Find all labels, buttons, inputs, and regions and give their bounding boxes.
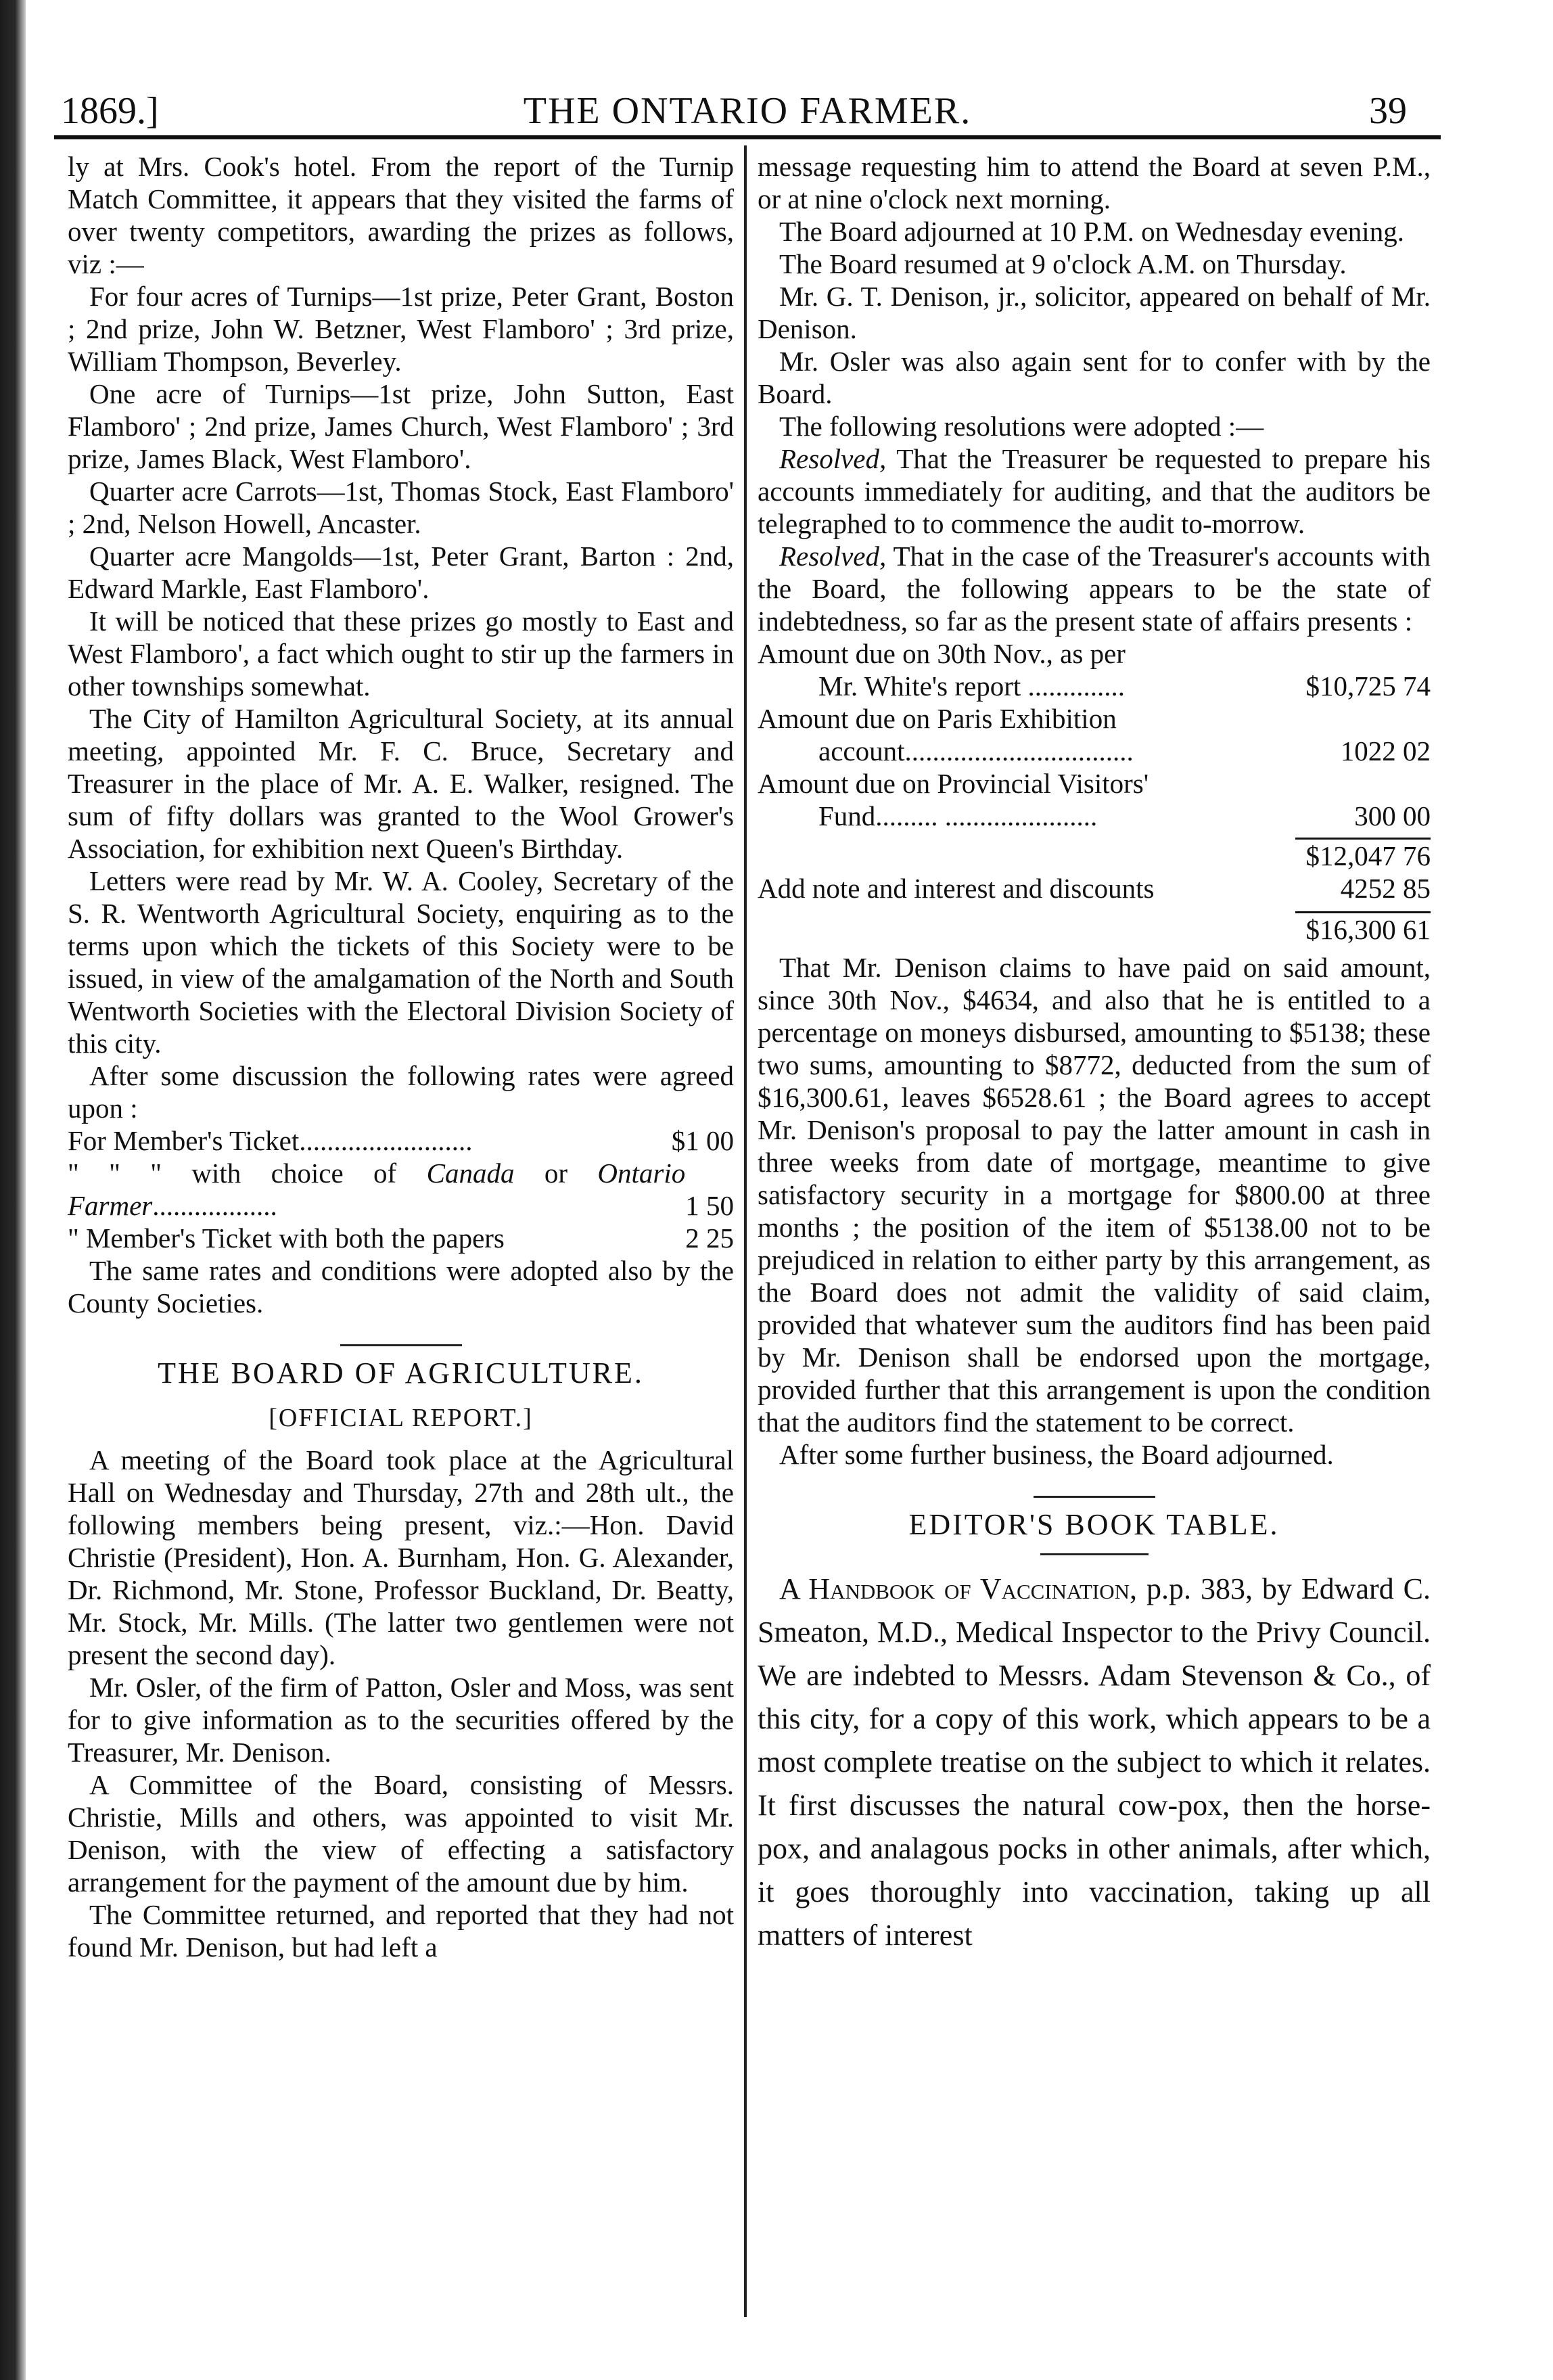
account-line1: Amount due on 30th Nov., as per	[758, 638, 1126, 669]
rate-label	[68, 1157, 685, 1222]
hamilton-society: The City of Hamilton Agricultural Society, at its annual meeting, appointed Mr. F. C. Bruce, Secretary and Treasurer in the place of Mr. A. E. Walker, resigned. The sum of fifty dollars was granted to the Wool Grower's Association, for exhibition next Queen's Birthday.	[68, 703, 734, 864]
header-title: THE ONTARIO FARMER.	[523, 90, 972, 132]
account-item	[758, 767, 1431, 832]
committee-returned: The Committee returned, and reported that they had not found Mr. Denison, but had left a	[68, 1899, 734, 1963]
prize-turnips-four-acres: For four acres of Turnips—1st prize, Peter Grant, Boston ; 2nd prize, John W. Betzner, West Flamboro' ; 3rd prize, William Thompson, Beverley.	[68, 281, 734, 377]
total-amount: $16,300 61	[1305, 914, 1431, 945]
rate-row	[68, 1124, 734, 1157]
flamboro-note: It will be noticed that these prizes go mostly to East and West Flamboro', a fact which ought to stir up the farmers in other townships somewhat.	[68, 605, 734, 702]
account-line2-row	[758, 735, 1431, 767]
section-ornament	[758, 1478, 1431, 1490]
osler-again-paragraph: Mr. Osler was also again sent for to confer with by the Board.	[758, 346, 1431, 409]
rate-label-part: or	[514, 1158, 598, 1189]
title-rule	[1040, 1553, 1149, 1555]
account-line2: Mr. White's report ..............	[818, 670, 1126, 702]
adjourned-paragraph: The Board adjourned at 10 P.M. on Wednesday evening.	[779, 216, 1404, 247]
board-meeting: A meeting of the Board took place at the Agricultural Hall on Wednesday and Thursday, 27th and 28th ult., the following members being present, viz.:—Hon. David Christie (President), Hon. A. Burnham, Hon. G. Alexander, Dr. Richmond, Mr. Stone, Professor Buckland, Dr. Beatty, Mr. Stock, Mr. Mills. (The latter two gentlemen were not present the second day).	[68, 1444, 734, 1670]
section-ornament	[68, 1326, 734, 1338]
book-spine-edge	[0, 0, 26, 2380]
osler-paragraph: Mr. Osler, of the firm of Patton, Osler and Moss, was sent for to give information as to the securities offered by the Treasurer, Mr. Denison.	[68, 1672, 734, 1768]
handbook-review	[758, 1567, 1431, 1957]
account-amount: 300 00	[1354, 800, 1431, 831]
prize-mangolds: Quarter acre Mangolds—1st, Peter Grant, Barton : 2nd, Edward Markle, East Flamboro'.	[68, 541, 734, 604]
rates-table	[68, 1124, 734, 1254]
rate-label-italic: Ontario Farmer	[68, 1158, 686, 1221]
turnip-intro: ly at Mrs. Cook's hotel. From the report of the Turnip Match Committee, it appears that they visited the farms of over twenty competitors, awarding the prizes as follows, viz :—	[68, 151, 734, 279]
header-rule	[54, 135, 1441, 139]
add-note-row	[758, 872, 1431, 905]
committee-paragraph: A Committee of the Board, consisting of Messrs. Christie, Mills and others, was appointed to visit Mr. Denison, with the view of effecting a satisfactory arrangement for the payment of the amount due by him.	[68, 1769, 734, 1898]
handbook-title: A Handbook of Vaccination,	[779, 1572, 1138, 1605]
prize-carrots: Quarter acre Carrots—1st, Thomas Stock, East Flamboro' ; 2nd, Nelson Howell, Ancaster.	[68, 476, 734, 539]
rate-label-italic: Canada	[426, 1158, 515, 1189]
account-amount: 1022 02	[1340, 735, 1431, 766]
denison-claims: That Mr. Denison claims to have paid on said amount, since 30th Nov., $4634, and also that he is entitled to a percentage on moneys disbursed, amounting to $5138; these two sums, amounting to $8772, deducted from the sum of $16,300.61, leaves $6528.61 ; the Board agrees to accept Mr. Denison's proposal to pay the latter amount in cash in three weeks from date of mortgage, meantime to give satisfactory security in a mortgage for $800.00 at three months ; the position of the item of $5138.00 not to be prejudiced in relation to either party by this arrangement, as the Board does not admit the validity of said claim, provided that whatever sum the auditors find has been paid by Mr. Denison shall be endorsed upon the mortgage, provided further that this arrangement is upon the condition that the auditors find the statement to be correct.	[758, 952, 1431, 1438]
resumed-paragraph: The Board resumed at 9 o'clock A.M. on Thursday.	[779, 248, 1347, 279]
right-column	[758, 150, 1431, 1957]
resolution-one-text: That the Treasurer be requested to prepare his accounts immediately for auditing, and that the auditors be telegraphed to to commence the audit to-morrow.	[758, 443, 1431, 539]
account-line1: Amount due on Paris Exhibition	[758, 703, 1117, 734]
account-amount: $10,725 74	[1305, 670, 1431, 702]
resolution-two	[758, 540, 1431, 637]
resolved-word: Resolved,	[779, 443, 887, 474]
resolutions-intro: The following resolutions were adopted :—	[779, 411, 1264, 442]
account-item	[758, 702, 1431, 767]
board-section-title: THE BOARD OF AGRICULTURE.	[158, 1356, 644, 1390]
total-row	[758, 913, 1431, 946]
rate-amount: 2 25	[685, 1222, 734, 1254]
resolved-word: Resolved,	[779, 541, 887, 572]
column-divider	[744, 145, 747, 2317]
page-header	[54, 81, 1441, 135]
account-line2-row	[758, 800, 1431, 832]
rate-label: " Member's Ticket with both the papers	[68, 1222, 505, 1254]
add-note-amount: 4252 85	[1340, 873, 1431, 904]
page-number: 39	[1369, 90, 1407, 132]
account-item	[758, 637, 1431, 702]
rate-label-part: ..................	[152, 1190, 277, 1221]
account-line2-row	[758, 670, 1431, 702]
solicitor-paragraph: Mr. G. T. Denison, jr., solicitor, appeared on behalf of Mr. Denison.	[758, 281, 1431, 344]
rate-label: For Member's Ticket.........................	[68, 1125, 473, 1156]
add-note-label: Add note and interest and discounts	[758, 873, 1155, 904]
rate-row	[68, 1222, 734, 1254]
prize-turnips-one-acre: One acre of Turnips—1st prize, John Sutton, East Flamboro' ; 2nd prize, James Church, West Flamboro' ; 3rd prize, James Black, West Flamboro'.	[68, 378, 734, 474]
editor-section-title: EDITOR'S BOOK TABLE.	[908, 1508, 1280, 1541]
rate-amount: $1 00	[671, 1125, 734, 1156]
rate-row	[68, 1157, 734, 1222]
official-report-label: [OFFICIAL REPORT.]	[269, 1404, 533, 1432]
handbook-text: p.p. 383, by Edward C. Smeaton, M.D., Medical Inspector to the Privy Council. We are indebted to Messrs. Adam Stevenson & Co., of this city, for a copy of this work, which appears to be a most complete treatise on the subject to which it relates. It first discusses the natural cow-pox, then the horse-pox, and analagous pocks in other animals, after which, it goes thoroughly into vaccination, taking up all matters of interest	[758, 1572, 1431, 1952]
subtotal-row	[758, 840, 1431, 872]
left-column	[68, 150, 734, 1963]
rate-amount: 1 50	[685, 1190, 734, 1221]
rate-label-part: " " " with choice of	[68, 1158, 427, 1189]
account-line2: Fund......... ......................	[818, 800, 1098, 831]
accounts-table	[758, 637, 1431, 946]
resolution-one	[758, 442, 1431, 540]
further-business: After some further business, the Board adjourned.	[779, 1439, 1334, 1470]
header-year: 1869.]	[61, 90, 159, 132]
account-line1: Amount due on Provincial Visitors'	[758, 768, 1149, 799]
resolution-two-text: That in the case of the Treasurer's accounts with the Board, the following appears to be the state of indebtedness, so far as the present state of affairs presents :	[758, 541, 1431, 637]
cooley-letters: Letters were read by Mr. W. A. Cooley, Secretary of the S. R. Wentworth Agricultural Society, enquiring as to the terms upon which the tickets of this Society were to be issued, in view of the amalgamation of the North and South Wentworth Societies with the Electoral Division Society of this city.	[68, 865, 734, 1059]
book-review	[758, 1567, 1431, 1957]
county-societies: The same rates and conditions were adopted also by the County Societies.	[68, 1255, 734, 1319]
subtotal-amount: $12,047 76	[1305, 840, 1431, 871]
account-line2: account.................................	[818, 735, 1134, 766]
message-paragraph: message requesting him to attend the Board at seven P.M., or at nine o'clock next morning.	[758, 151, 1431, 214]
rates-intro: After some discussion the following rates were agreed upon :	[68, 1060, 734, 1124]
